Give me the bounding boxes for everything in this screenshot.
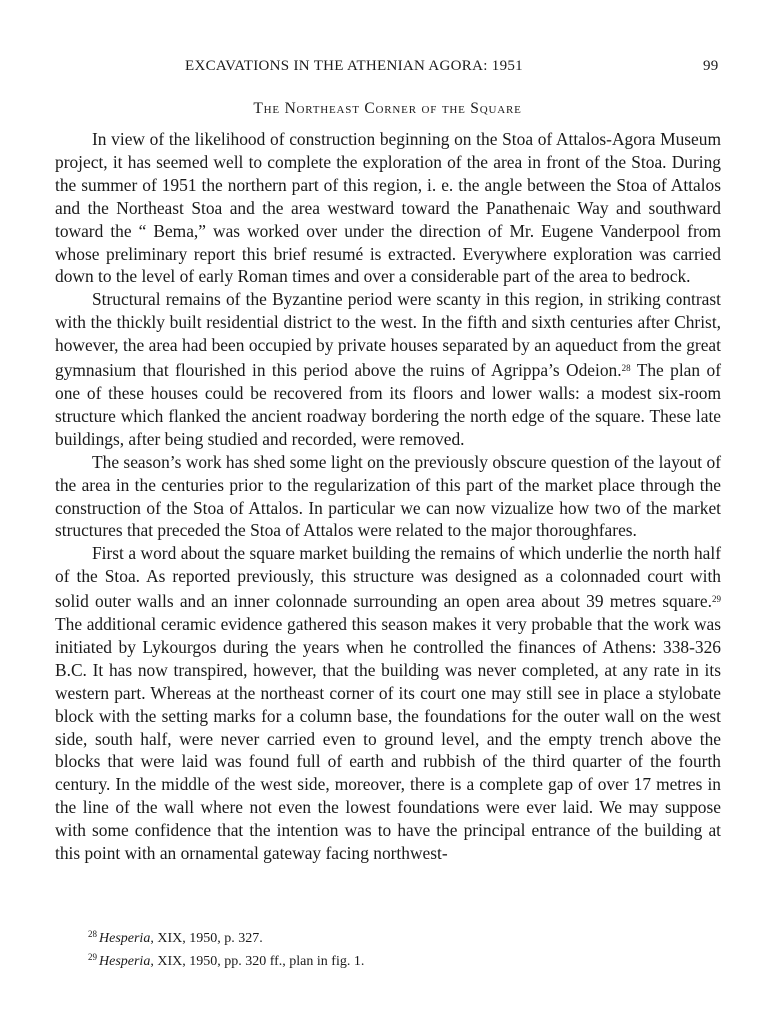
footnote	[88, 925, 728, 948]
section-title: The Northeast Corner of the Square	[253, 100, 522, 117]
paragraph	[55, 288, 721, 450]
paragraph	[55, 451, 721, 543]
running-head	[0, 58, 775, 78]
paragraph-text: The additional ceramic evidence gathered this season makes it very probable that the work was initiated by Lykourgos during the years when he controlled the finances of Athens: 338-326 B.C. It has now transpired, however, that the building was never completed, at any rate in its western part. Whereas at the northeast corner of its court one may still see in place a stylobate block with the setting marks for a column base, the foundations for the outer wall on the west side, south half, were never carried even to ground level, and the empty trench above the blocks that were laid was found full of earth and rubbish of the third quarter of the fourth century. In the middle of the west side, moreover, there is a complete gap of over 17 metres in the line of the wall where not even the lowest foundations were ever laid. We may suppose with some confidence that the intention was to have the principal entrance of the building at this point with an ornamental gateway facing northwest-	[55, 614, 721, 864]
paragraph	[55, 128, 721, 288]
paragraph-text: First a word about the square market building the remains of which underlie the north half of the Stoa. As reported previously, this structure was designed as a colonnaded court with solid outer walls and an inner colonnade surrounding an open area about 39 metres square.	[55, 543, 721, 612]
paragraph-text: The plan of one of these houses could be recovered from its floors and lower walls: a modest six-room structure which flanked the ancient roadway bordering the north edge of the square. These late buildings, after being studied and recorded, were removed.	[55, 360, 721, 449]
page-number: 99	[703, 58, 719, 74]
footnote-reference: 28	[621, 363, 631, 374]
paragraph-text: Structural remains of the Byzantine period were scanty in this region, in striking contrast with the thickly built residential district to the west. In the fifth and sixth centuries after Christ, however, the area had been occupied by private houses separated by an aqueduct from the great gymnasium that flourished in this period above the ruins of Agrippa’s Odeion.	[55, 289, 721, 381]
footnote	[88, 948, 728, 971]
footnote-details: , XIX, 1950, pp. 320 ff., plan in fig. 1.	[150, 954, 365, 969]
paragraph-text: The season’s work has shed some light on the previously obscure question of the layout of the area in the centuries prior to the regularization of this part of the market place through the construction of the Stoa of Attalos. In particular we can now vizualize how two of the market structures that preceded the Stoa of Attalos were related to the major thoroughfares.	[55, 451, 721, 541]
footnote-number: 29	[88, 952, 97, 962]
footnote-source: Hesperia	[99, 931, 151, 946]
footnote-reference: 29	[712, 594, 721, 605]
footnotes	[88, 925, 728, 971]
running-head-title: EXCAVATIONS IN THE ATHENIAN AGORA: 1951	[185, 58, 523, 74]
paragraph-text: In view of the likelihood of construction beginning on the Stoa of Attalos-Agora Museum project, it has seemed well to complete the exploration of the area in front of the Stoa. During the summer of 1951 the northern part of this region, i. e. the angle between the Stoa of Attalos and the Northeast Stoa and the area westward toward the Panathenaic Way and southward toward the “ Bema,” was worked over under the direction of Mr. Eugene Vanderpool from whose preliminary report this brief resumé is extracted. Everywhere exploration was carried down to the level of early Roman times and over a considerable part of the area to bedrock.	[55, 129, 721, 287]
footnote-source: Hesperia	[99, 954, 151, 969]
paragraph	[55, 542, 721, 865]
footnote-details: , XIX, 1950, p. 327.	[150, 931, 263, 946]
footnote-number: 28	[88, 929, 97, 939]
body-text	[55, 128, 721, 865]
